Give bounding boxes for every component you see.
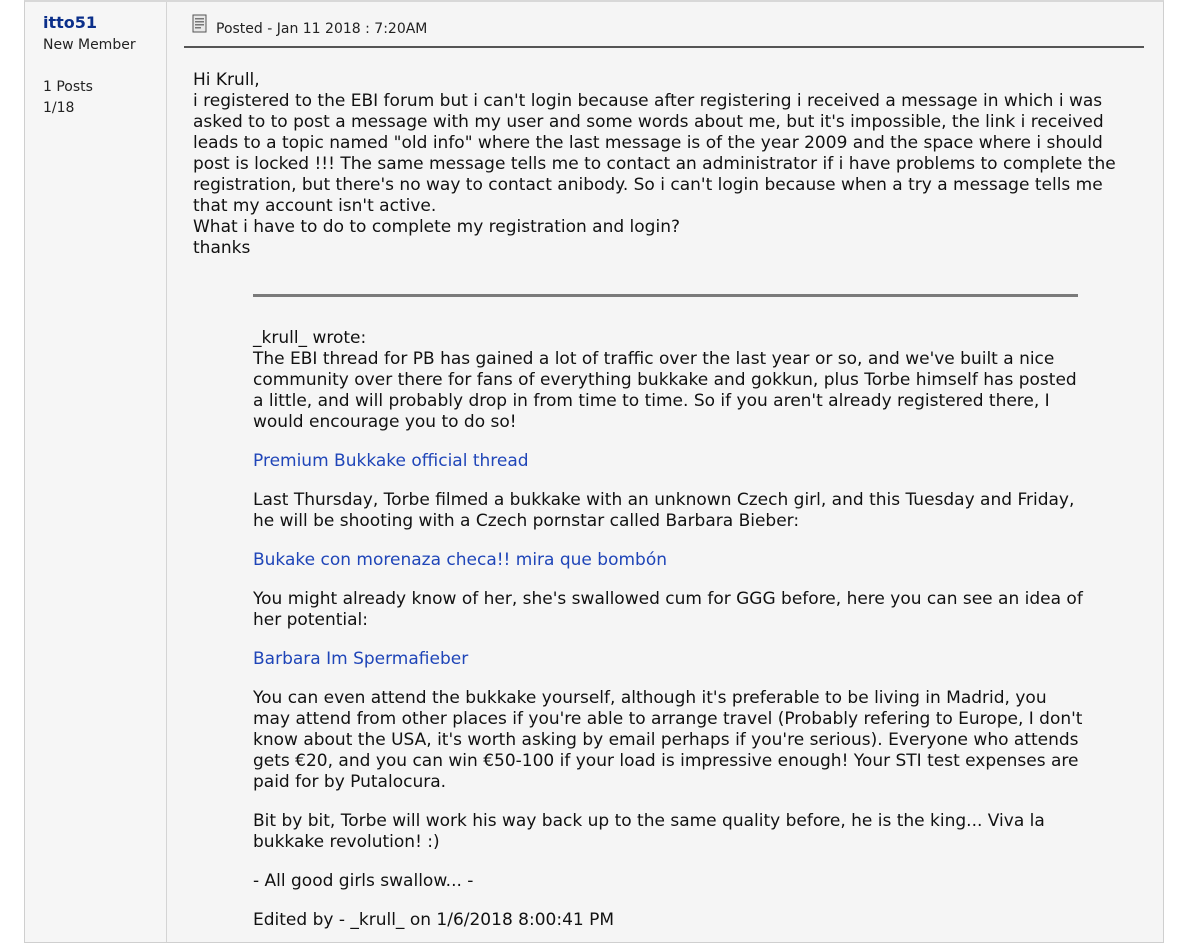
post-header [184,10,1144,48]
author-panel [25,2,167,942]
forum-post-frame [24,0,1164,943]
printer-document-icon[interactable] [192,14,208,34]
post-question: What i have to do to complete my registration and login? [193,217,680,237]
post-thanks: thanks [193,238,251,258]
quote-link-barbara[interactable]: Barbara Im Spermafieber [253,649,469,669]
quote-link-bukake-video[interactable]: Bukake con morenaza checa!! mira que bombón [253,550,668,570]
quote-signature: - All good girls swallow... - [253,871,474,891]
quote-paragraph-3: You might already know of her, she's swallowed cum for GGG before, here you can see an idea of her potential: [253,589,1083,630]
quote-paragraph-4: You can even attend the bukkake yourself, although it's preferable to be living in Madrid, you may attend from other places if you're able to arrange travel (Probably refering to Europe, I don't know about the USA, it's worth asking by email perhaps if you're serious). Everyone who attends gets €20, and you can win €50-100 if your load is impressive enough! Your STI test expenses are paid for by Putalocura. [253,688,1083,792]
quote-link-premium-thread[interactable]: Premium Bukkake official thread [253,451,529,471]
quote-divider [253,294,1078,297]
quote-paragraph-5: Bit by bit, Torbe will work his way back up to the same quality before, he is the king... Viva la bukkake revolution! :) [253,811,1045,852]
author-post-count: 1 Posts [43,79,93,95]
quoted-message [253,328,1083,949]
quote-edited-note: Edited by - _krull_ on 1/6/2018 8:00:41 PM [253,910,615,930]
author-join-date: 1/18 [43,100,75,116]
post-message [193,70,1138,259]
quote-paragraph-2: Last Thursday, Torbe filmed a bukkake with an unknown Czech girl, and this Tuesday and Friday, he will be shooting with a Czech pornstar called Barbara Bieber: [253,490,1075,531]
post-greeting: Hi Krull, [193,70,260,90]
quote-author-line: _krull_ wrote: [253,328,367,348]
post-timestamp: Posted - Jan 11 2018 : 7:20AM [216,21,428,37]
post-body [167,2,1163,942]
quote-paragraph-1: The EBI thread for PB has gained a lot of traffic over the last year or so, and we've built a nice community over there for fans of everything bukkake and gokkun, plus Torbe himself has posted a little, and will probably drop in from time to time. So if you aren't already registered there, I would encourage you to do so! [253,349,1077,432]
author-name-link[interactable]: itto51 [43,13,98,32]
author-rank: New Member [43,37,136,53]
post-paragraph: i registered to the EBI forum but i can't login because after registering i received a message in which i was asked to to post a message with my user and some words about me, but it's impossible, the link i received leads to a topic named "old info" where the last message is of the year 2009 and the space where i should post is locked !!! The same message tells me to contact an administrator if i have problems to complete the registration, but there's no way to contact anibody. So i can't login because when a try a message tells me that my account isn't active. [193,91,1116,216]
